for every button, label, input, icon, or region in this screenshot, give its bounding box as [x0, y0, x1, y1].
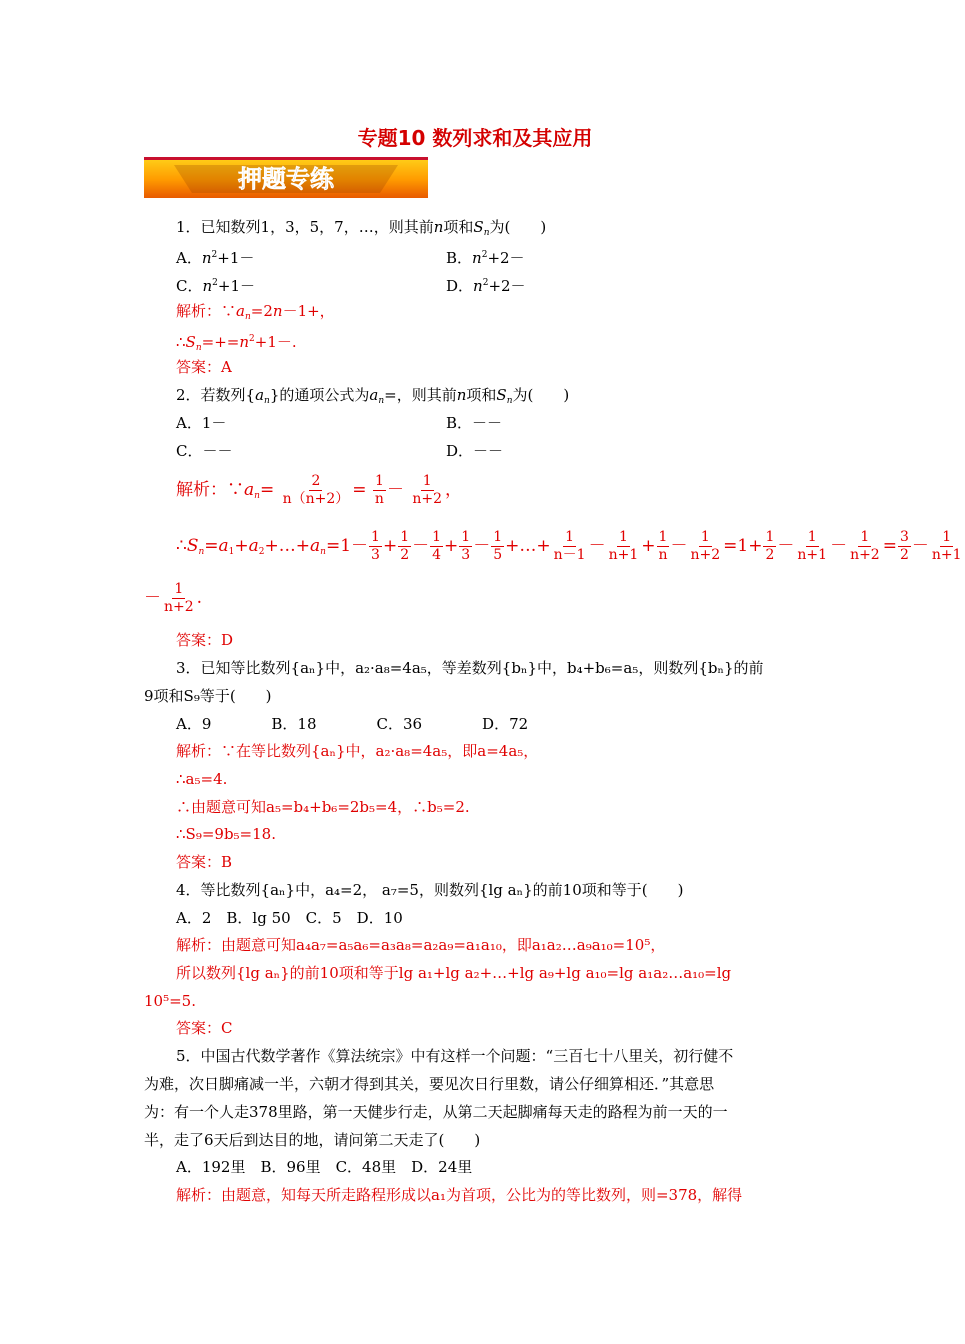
q4-solution-1: 解析：由题意可知a₄a₇=a₅a₆=a₃a₈=a₂a₉=a₁a₁₀，即a₁a₂…a₉a₁₀=10⁵， — [176, 936, 666, 954]
page-title: 专题10 数列求和及其应用 — [357, 126, 593, 150]
q2-option-d: D．－－ — [446, 442, 504, 460]
q2-answer: 答案：D — [176, 631, 234, 649]
section-banner — [144, 157, 428, 198]
q1-solution-2: $\therefore S_n=+=n^2+1-$. — [176, 333, 297, 353]
q4-answer: 答案：C — [176, 1019, 233, 1037]
q1-stem: 1．已知数列1，3，5，7，…，则其前n项和$S_n$为( ) — [176, 218, 547, 238]
q2-solution-3: － $\frac{1}{n+2}$ . — [144, 581, 203, 615]
q3-stem-1: 3．已知等比数列{aₙ}中，a₂·a₈=4a₅，等差数列{bₙ}中，b₄+b₆=a₅，则数列{bₙ}的前 — [176, 659, 764, 677]
q2-option-b: B．－－ — [446, 414, 503, 432]
q5-stem-1: 5．中国古代数学著作《算法统宗》中有这样一个问题：“三百七十八里关，初行健不 — [176, 1047, 734, 1065]
q5-solution-1: 解析：由题意，知每天所走路程形成以a₁为首项，公比为的等比数列，则=378，解得 — [176, 1186, 743, 1204]
q5-stem-3: 为：有一个人走378里路，第一天健步行走，从第二天起脚痛每天走的路程为前一天的一 — [144, 1103, 728, 1121]
q1-option-b: B．$n^2+2-$ — [446, 249, 525, 267]
q1-answer: 答案：A — [176, 358, 232, 376]
q3-solution-4: ∴S₉=9b₅=18. — [176, 825, 276, 843]
q4-stem: 4．等比数列{aₙ}中，a₄=2， a₇=5，则数列{lg aₙ}的前10项和等于( ) — [176, 881, 684, 899]
q5-stem-4: 半，走了6天后到达目的地，请问第二天走了( ) — [144, 1131, 481, 1149]
q2-stem: 2．若数列$\{a_n\}$的通项公式为$a_n=$，则其前n项和$S_n$为( ) — [176, 386, 570, 406]
q3-answer: 答案：B — [176, 853, 233, 871]
q3-options: A．9 B．18 C．36 D．72 — [176, 715, 529, 733]
q3-stem-2: 9项和S₉等于( ) — [144, 687, 272, 705]
banner-text: 押题专练 — [238, 165, 334, 193]
q5-stem-2: 为难，次日脚痛减一半，六朝才得到其关，要见次日行里数，请公仔细算相还．”其意思 — [144, 1075, 715, 1093]
q1-option-a: A．$n^2+1-$ — [176, 249, 255, 267]
q1-solution-1: 解析：$\because a_n=2n-1+$， — [176, 302, 335, 322]
q3-solution-3: ∴由题意可知a₅=b₄+b₆=2b₅=4，∴b₅=2. — [176, 798, 470, 816]
q2-solution-1: 解析：$\because a_n=$ $\frac{2}{n(n+2)}$ = $\frac{1}{n}$ － $\frac{1}{n+2}$ ， — [176, 473, 463, 507]
q2-option-c: C．－－ — [176, 442, 233, 460]
q1-option-d: D．$n^2+2-$ — [446, 277, 526, 295]
q4-solution-3: 10⁵=5. — [144, 992, 196, 1010]
q5-options: A．192里 B．96里 C．48里 D．24里 — [176, 1158, 473, 1176]
q2-option-a: A．1－ — [176, 414, 227, 432]
q4-solution-2: 所以数列{lg aₙ}的前10项和等于lg a₁+lg a₂+…+lg a₉+lg a₁₀=lg a₁a₂…a₁₀=lg — [176, 964, 732, 982]
q3-solution-2: ∴a₅=4. — [176, 770, 228, 788]
q3-solution-1: 解析：∵在等比数列{aₙ}中，a₂·a₈=4a₅，即a=4a₅， — [176, 742, 539, 760]
q4-options: A．2 B．lg 50 C．5 D．10 — [176, 909, 403, 927]
q1-option-c: C．$n^2+1-$ — [176, 277, 256, 295]
q2-solution-2: $\therefore S_n=a_1+a_2+\dots+a_n=1-$ $\frac{1}{3}$ + $\frac{1}{2}$ － $\frac{1}{4}$ + $\frac{1}{3}$ － $\frac{1}{5}$ +…+ $\frac{1}{n-1}$ － $\frac{1}{n+1}$ + $\frac{1}{n}$ － $\frac{1}{n+2}$ =1+ $\frac{1}{2}$ － $\frac{1}{n+1}$ － $\frac{1}{n+2}$ = $\frac{3}{2}$ － $\frac{1}{n+1}$ — [176, 529, 962, 563]
